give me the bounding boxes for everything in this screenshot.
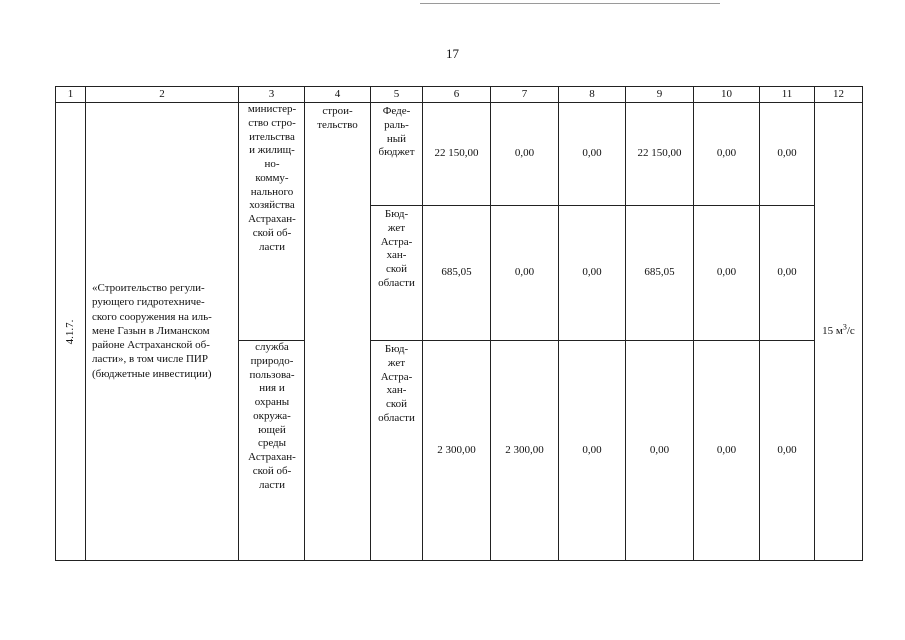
source-line: Астра- <box>380 370 413 383</box>
value-cell: 22 150,00 <box>423 103 491 206</box>
source-line: ный <box>386 132 407 145</box>
org-line: Астрахан- <box>248 451 296 463</box>
org-cell-service <box>239 341 305 561</box>
org-line: ительства <box>249 130 295 143</box>
org-line: пользова- <box>249 368 295 381</box>
value-cell: 0,00 <box>760 206 815 341</box>
value-cell: 0,00 <box>626 341 694 561</box>
header-cell: 1 <box>56 87 86 103</box>
value-cell: 0,00 <box>694 341 760 561</box>
header-cell: 6 <box>423 87 491 103</box>
value-cell: 0,00 <box>491 103 559 206</box>
header-cell: 4 <box>305 87 371 103</box>
item-name-line: ласти», в том числе ПИР <box>92 353 208 366</box>
header-cell: 3 <box>239 87 305 103</box>
value-cell: 0,00 <box>491 206 559 341</box>
work-type <box>305 103 370 133</box>
funding-source <box>371 341 422 426</box>
source-line: Бюд- <box>384 208 409 220</box>
header-cell: 8 <box>559 87 626 103</box>
item-code: 4.1.7. <box>63 319 76 344</box>
source-line: хан- <box>386 249 407 262</box>
header-cell: 5 <box>371 87 423 103</box>
org-line: среды <box>257 437 287 450</box>
header-cell: 11 <box>760 87 815 103</box>
value-cell: 0,00 <box>694 206 760 341</box>
org-line: служба <box>255 341 289 353</box>
value-cell: 685,05 <box>423 206 491 341</box>
source-line: области <box>378 411 415 424</box>
org-line: хозяйства <box>249 199 295 212</box>
source-line: жет <box>387 356 406 369</box>
org-line: ласти <box>259 240 285 253</box>
source-line: Феде- <box>382 105 411 117</box>
item-name-line: районе Астраханской об- <box>92 339 210 352</box>
org-line: комму- <box>255 171 289 184</box>
source-line: Астра- <box>380 235 413 248</box>
program-table <box>55 86 863 561</box>
value-cell: 2 300,00 <box>423 341 491 561</box>
org-ministry <box>239 103 304 254</box>
type-line: тельство <box>317 118 358 131</box>
source-cell <box>371 103 423 206</box>
header-cell: 12 <box>815 87 863 103</box>
source-line: ской <box>385 398 408 410</box>
source-cell <box>371 341 423 561</box>
header-cell: 7 <box>491 87 559 103</box>
org-line: Астрахан- <box>248 213 296 225</box>
value-cell: 685,05 <box>626 206 694 341</box>
org-line: нального <box>250 185 294 198</box>
table-row <box>56 103 863 206</box>
value-cell: 0,00 <box>760 341 815 561</box>
value-cell: 2 300,00 <box>491 341 559 561</box>
source-line: бюджет <box>378 146 415 159</box>
result-value: 15 $м^3/с$ <box>822 321 855 337</box>
source-line: хан- <box>386 384 407 397</box>
type-cell <box>305 103 371 561</box>
value-cell: 0,00 <box>559 206 626 341</box>
org-line: но- <box>264 158 280 170</box>
org-line: окружа- <box>253 409 291 422</box>
funding-source <box>371 206 422 291</box>
org-service <box>239 341 304 492</box>
source-line: ской <box>385 263 408 275</box>
org-line: ской об- <box>252 464 292 477</box>
org-line: ющей <box>258 423 286 436</box>
org-line: министер- <box>247 103 297 115</box>
org-line: ния и <box>259 382 285 395</box>
scan-edge-line <box>420 3 720 4</box>
header-cell: 9 <box>626 87 694 103</box>
value-cell: 0,00 <box>694 103 760 206</box>
item-name <box>86 103 238 381</box>
funding-source <box>371 103 422 160</box>
page-number: 17 <box>446 46 459 61</box>
source-line: жет <box>387 221 406 234</box>
item-name-line: рующего гидротехниче- <box>92 296 205 309</box>
source-cell <box>371 206 423 341</box>
header-cell: 2 <box>86 87 239 103</box>
org-cell-ministry <box>239 103 305 341</box>
value-cell: 0,00 <box>559 103 626 206</box>
org-line: ской об- <box>252 226 292 239</box>
value-cell: 22 150,00 <box>626 103 694 206</box>
item-code-cell <box>56 103 86 561</box>
source-line: области <box>378 276 415 289</box>
source-line: раль- <box>384 118 409 131</box>
org-line: охраны <box>254 396 290 408</box>
item-name-line: (бюджетные инвестиции) <box>92 367 212 380</box>
item-name-line: ского сооружения на иль- <box>92 310 212 323</box>
org-line: и жилищ- <box>249 144 295 157</box>
item-name-line: мене Газын в Лиманском <box>92 324 210 337</box>
value-cell: 0,00 <box>760 103 815 206</box>
value-cell: 0,00 <box>559 341 626 561</box>
header-cell: 10 <box>694 87 760 103</box>
item-name-line: «Строительство регули- <box>92 282 205 294</box>
org-line: природо- <box>250 354 294 367</box>
type-line: строи- <box>322 105 353 117</box>
org-line: ство стро- <box>248 116 296 129</box>
header-row <box>56 87 863 103</box>
org-line: ласти <box>259 478 285 491</box>
source-line: Бюд- <box>384 343 409 355</box>
item-name-cell <box>86 103 239 561</box>
result-cell <box>815 103 863 561</box>
